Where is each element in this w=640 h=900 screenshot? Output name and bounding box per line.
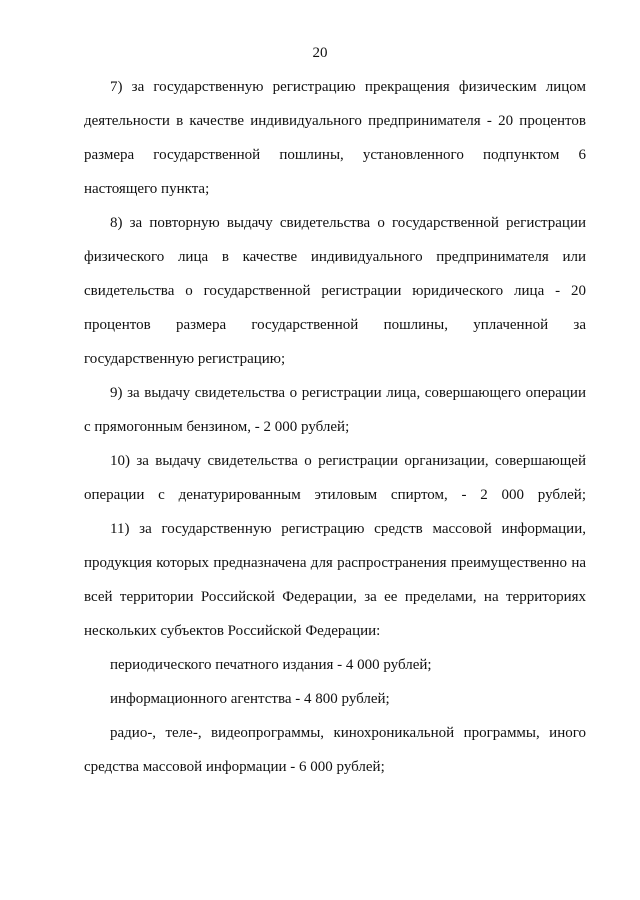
paragraph-item-10: 10) за выдачу свидетельства о регистрации организации, совершающей операции с денатурированным этиловым спиртом, - 2 000 рублей;	[84, 453, 586, 503]
paragraph-item-8: 8) за повторную выдачу свидетельства о государственной регистрации физического лица в качестве индивидуального предпринимателя или свидетельства о государственной регистрации юридического лица - 20 процентов размера государственной пошлины, уплаченной за государственную регистрацию;	[84, 215, 586, 367]
paragraph-item-9: 9) за выдачу свидетельства о регистрации лица, совершающего операции с прямогонным бензином, - 2 000 рублей;	[84, 385, 586, 435]
paragraph-item-11: 11) за государственную регистрацию средств массовой информации, продукция которых предназначена для распространения преимущественно на всей территории Российской Федерации, за ее пределами, на территориях нескольких субъектов Российской Федерации:	[84, 521, 586, 639]
page-number: 20	[312, 45, 328, 61]
paragraph-broadcast: радио-, теле-, видеопрограммы, кинохроникальной программы, иного средства массовой информации - 6 000 рублей;	[84, 725, 586, 775]
paragraph-item-7: 7) за государственную регистрацию прекращения физическим лицом деятельности в качестве индивидуального предпринимателя - 20 процентов размера государственной пошлины, установленного подпунктом 6 настоящего пункта;	[84, 79, 586, 197]
document-body	[84, 70, 586, 784]
paragraph-periodical: периодического печатного издания - 4 000 рублей;	[110, 657, 432, 673]
paragraph-news-agency: информационного агентства - 4 800 рублей;	[110, 691, 390, 707]
